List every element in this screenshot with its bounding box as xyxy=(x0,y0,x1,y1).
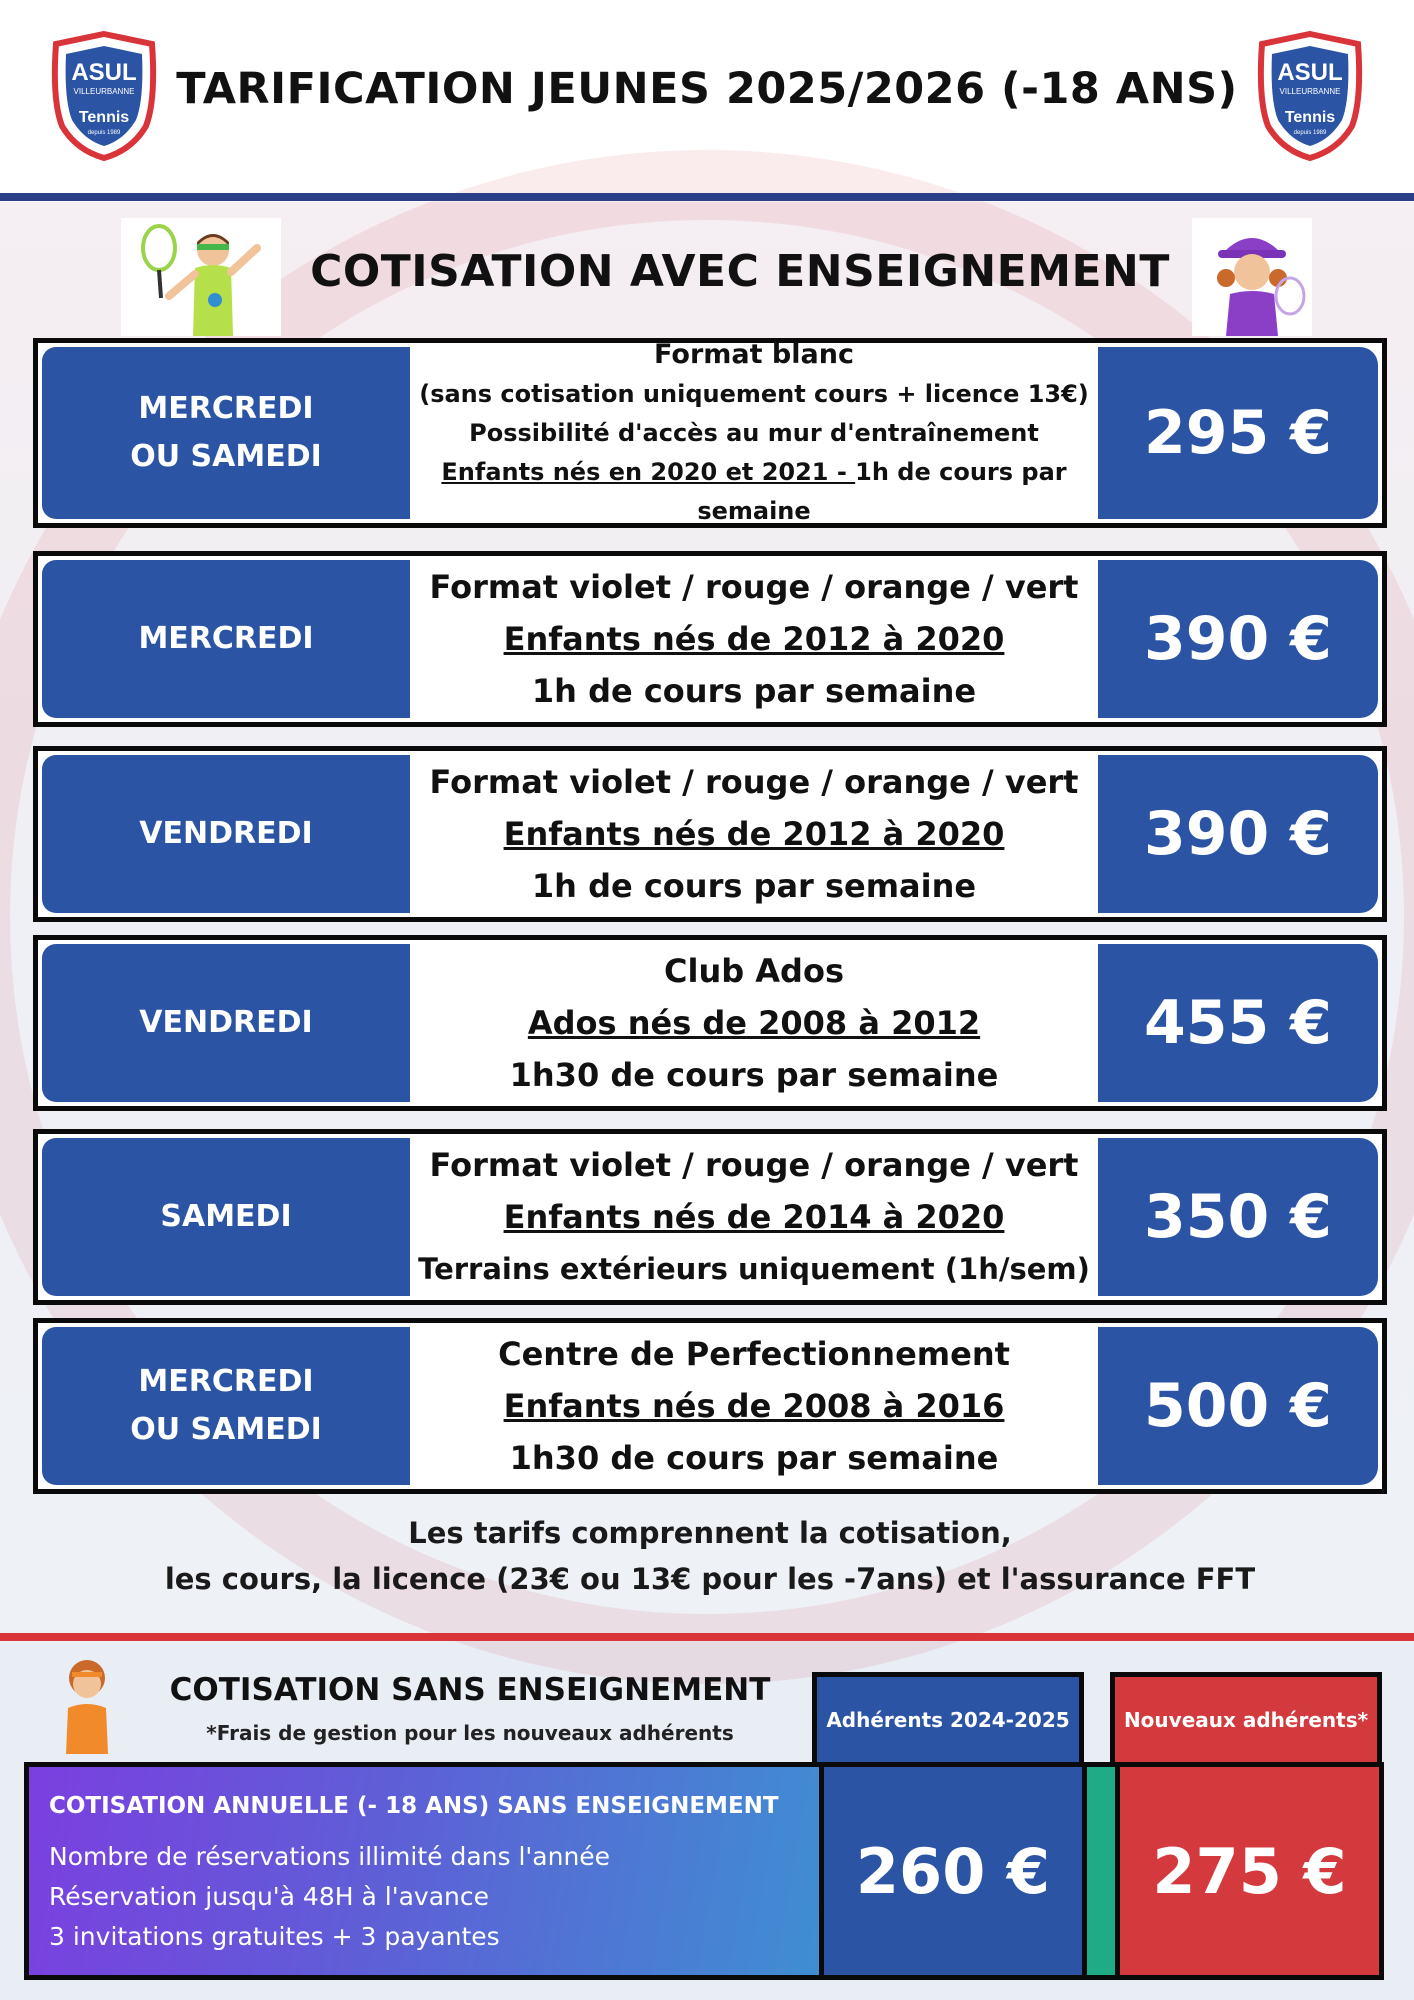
day-cell xyxy=(42,560,410,718)
day-label: VENDREDI xyxy=(139,816,313,851)
svg-text:ASUL: ASUL xyxy=(1277,59,1343,86)
footnote-line: les cours, la licence (23€ ou 13€ pour les -7ans) et l'assurance FFT xyxy=(164,1562,1256,1596)
section-title-without-teaching: COTISATION SANS ENSEIGNEMENT xyxy=(169,1672,771,1708)
day-label: VENDREDI xyxy=(139,1005,313,1040)
price-cell: 350 € xyxy=(1098,1138,1378,1296)
column-header-new-members: Nouveaux adhérents* xyxy=(1110,1672,1382,1768)
page-title: TARIFICATION JEUNES 2025/2026 (-18 ANS) xyxy=(176,64,1238,114)
pricing-row xyxy=(33,1129,1387,1305)
membership-feature: Nombre de réservations illimité dans l'année xyxy=(49,1842,611,1871)
duration: 1h30 de cours par semaine xyxy=(509,1439,999,1477)
membership-feature: 3 invitations gratuites + 3 payantes xyxy=(49,1922,500,1951)
svg-text:ASUL: ASUL xyxy=(71,59,137,86)
day-cell xyxy=(42,347,410,519)
boy-tennis-player-illustration xyxy=(121,218,281,336)
svg-text:depuis 1989: depuis 1989 xyxy=(87,130,121,136)
description-line: (sans cotisation uniquement cours + licence 13€) xyxy=(419,380,1089,408)
membership-feature: Réservation jusqu'à 48H à l'avance xyxy=(49,1882,489,1911)
day-cell xyxy=(42,944,410,1102)
birth-years: Enfants nés en 2020 et 2021 - xyxy=(441,458,856,486)
format-name: Format violet / rouge / orange / vert xyxy=(429,1146,1079,1184)
svg-text:depuis 1989: depuis 1989 xyxy=(1293,130,1327,136)
duration: 1h30 de cours par semaine xyxy=(509,1056,999,1094)
price-members: 260 € xyxy=(819,1767,1087,1975)
duration: 1h de cours par semaine xyxy=(531,672,977,710)
svg-text:VILLEURBANNE: VILLEURBANNE xyxy=(73,87,135,96)
description-cell xyxy=(410,940,1098,1106)
description-cell xyxy=(410,1323,1098,1489)
day-label: MERCREDI xyxy=(138,391,314,426)
birth-years: Ados nés de 2008 à 2012 xyxy=(527,1004,981,1042)
price-new-members: 275 € xyxy=(1115,1767,1379,1975)
description-cell xyxy=(410,1134,1098,1300)
membership-details xyxy=(29,1767,819,1975)
duration: 1h de cours par semaine xyxy=(697,458,1067,525)
format-name: Centre de Perfectionnement xyxy=(498,1335,1010,1373)
duration: Terrains extérieurs uniquement (1h/sem) xyxy=(418,1252,1090,1286)
format-name: Club Ados xyxy=(664,952,844,990)
birth-years: Enfants nés de 2008 à 2016 xyxy=(503,1387,1005,1425)
day-cell xyxy=(42,755,410,913)
price-cell: 295 € xyxy=(1098,347,1378,519)
pricing-row xyxy=(33,551,1387,727)
description-cell xyxy=(410,751,1098,917)
birth-years: Enfants nés de 2012 à 2020 xyxy=(503,620,1005,658)
asul-logo-right xyxy=(1254,30,1366,162)
asul-logo-left xyxy=(48,30,160,162)
day-label: MERCREDI xyxy=(138,621,314,656)
description-cell xyxy=(410,339,1098,525)
day-label: OU SAMEDI xyxy=(130,439,322,474)
description-line: Possibilité d'accès au mur d'entraînement xyxy=(469,419,1039,447)
day-label: MERCREDI xyxy=(138,1364,314,1399)
description-line xyxy=(410,453,1098,531)
birth-years: Enfants nés de 2012 à 2020 xyxy=(503,815,1005,853)
annual-membership-box xyxy=(24,1762,1384,1980)
girl-tennis-player-illustration xyxy=(1192,218,1312,336)
day-cell xyxy=(42,1138,410,1296)
price-cell: 500 € xyxy=(1098,1327,1378,1485)
price-cell: 390 € xyxy=(1098,560,1378,718)
svg-text:VILLEURBANNE: VILLEURBANNE xyxy=(1279,87,1341,96)
price-cell: 455 € xyxy=(1098,944,1378,1102)
birth-years: Enfants nés de 2014 à 2020 xyxy=(503,1198,1005,1236)
red-divider xyxy=(0,1633,1414,1641)
section-title-with-teaching: COTISATION AVEC ENSEIGNEMENT xyxy=(310,246,1170,297)
pricing-row xyxy=(33,338,1387,528)
duration: 1h de cours par semaine xyxy=(531,867,977,905)
svg-text:Tennis: Tennis xyxy=(1284,109,1336,126)
column-header-members: Adhérents 2024-2025 xyxy=(812,1672,1084,1768)
pricing-row xyxy=(33,746,1387,922)
pricing-footnote xyxy=(100,1510,1320,1602)
footnote-line: Les tarifs comprennent la cotisation, xyxy=(408,1516,1012,1550)
day-cell xyxy=(42,1327,410,1485)
blue-divider xyxy=(0,193,1414,201)
day-label: SAMEDI xyxy=(160,1199,292,1234)
pricing-row xyxy=(33,935,1387,1111)
child-tennis-player-illustration xyxy=(48,1652,126,1754)
price-cell: 390 € xyxy=(1098,755,1378,913)
pricing-row xyxy=(33,1318,1387,1494)
format-name: Format violet / rouge / orange / vert xyxy=(429,763,1079,801)
membership-title: COTISATION ANNUELLE (- 18 ANS) SANS ENSEIGNEMENT xyxy=(49,1793,779,1819)
day-label: OU SAMEDI xyxy=(130,1412,322,1447)
description-cell xyxy=(410,556,1098,722)
spacer xyxy=(1087,1767,1115,1975)
format-name: Format violet / rouge / orange / vert xyxy=(429,568,1079,606)
format-name: Format blanc xyxy=(654,339,854,370)
svg-text:Tennis: Tennis xyxy=(78,109,130,126)
fees-note: *Frais de gestion pour les nouveaux adhérents xyxy=(206,1721,734,1745)
